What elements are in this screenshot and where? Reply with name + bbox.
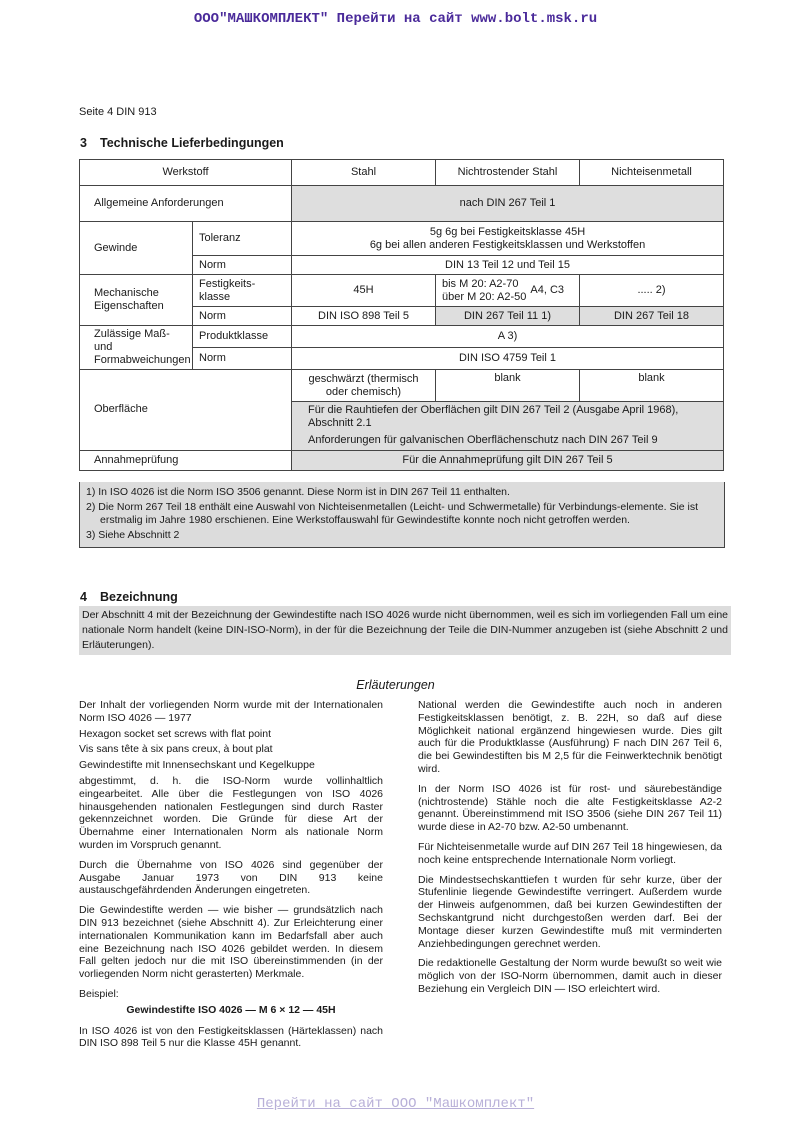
oberflaeche-galvanisch: Anforderungen für galvanischen Oberflächenschutz nach DIN 267 Teil 9 bbox=[292, 432, 724, 450]
paragraph: Beispiel: bbox=[79, 987, 119, 1000]
produktklasse-value: A 3) bbox=[292, 326, 724, 348]
site-banner[interactable]: ООО"МАШКОМПЛЕКТ" Перейти на сайт www.bolt.msk.ru bbox=[193, 11, 598, 27]
oberflaeche-nichtrostend: blank bbox=[436, 370, 580, 402]
section-4-text: Der Abschnitt 4 mit der Bezeichnung der Gewindestifte nach ISO 4026 wurde nicht übernommen, weil es sich im vorliegenden Fall um eine nationale Norm handelt (keine DIN-ISO-Norm), in der für die Bezeichnung der Teile die DIN-Nummer anzugeben ist (siehe Abschnitt 2 und Erläuterungen). bbox=[79, 606, 731, 655]
row-label-mechanisch: Mechanische Eigenschaften bbox=[80, 275, 193, 326]
footnote: 1) In ISO 4026 ist die Norm ISO 3506 genannt. Diese Norm ist in DIN 267 Teil 11 enthalten. bbox=[86, 486, 510, 498]
paragraph: abgestimmt, d. h. die ISO-Norm wurde vollinhaltlich eingearbeitet. Alle über die Festlegungen von ISO 4026 hinausgehenden nationalen Festlegungen sind durch Raster gekennzeichnet worden. Die Gründe für diese Art der Übernahme einer Internationalen Norm als nationale Norm wurden im Vorspruch genannt. bbox=[79, 774, 383, 851]
section-number: 3 bbox=[80, 136, 87, 150]
oberflaeche-rauhtiefen: Für die Rauhtiefen der Oberflächen gilt DIN 267 Teil 2 (Ausgabe April 1968), Abschnitt 2.1 bbox=[292, 402, 724, 433]
footer-site-link[interactable]: Перейти на сайт ООО "Машкомплект" bbox=[256, 1096, 535, 1112]
page-reference: Seite 4 DIN 913 bbox=[79, 106, 157, 118]
allgemein-value: nach DIN 267 Teil 1 bbox=[292, 186, 724, 222]
header-werkstoff: Werkstoff bbox=[80, 160, 292, 186]
row-label-allgemein: Allgemeine Anforderungen bbox=[80, 186, 292, 222]
footnote: 2) Die Norm 267 Teil 18 enthält eine Auswahl von Nichteisenmetallen (Leicht- und Schwermetalle) für Verbindungs-elemente. Sie ist erstmalig im Jahre 1980 erschienen. Eine Werkstoffauswahl für Gewindestifte konnte noch nicht getroffen werden. bbox=[86, 500, 699, 526]
mechanisch-norm-label: Norm bbox=[193, 307, 292, 326]
paragraph: Die redaktionelle Gestaltung der Norm wurde bewußt so weit wie möglich von der ISO-Norm übernommen, damit auch in dieser Beziehung ein Vergleich DIN — ISO erleichtert wird. bbox=[418, 957, 722, 995]
section-number: 4 bbox=[80, 590, 87, 604]
zulaessig-norm-label: Norm bbox=[193, 348, 292, 370]
delivery-conditions-table bbox=[79, 159, 724, 471]
oberflaeche-nichteisen: blank bbox=[580, 370, 724, 402]
festigkeitsklasse-stahl: 45H bbox=[292, 275, 436, 307]
produktklasse-label: Produktklasse bbox=[193, 326, 292, 348]
mechanisch-norm-nichteisen: DIN 267 Teil 18 bbox=[580, 307, 724, 326]
section-4-heading bbox=[80, 590, 178, 604]
paragraph: Durch die Übernahme von ISO 4026 sind gegenüber der Ausgabe Januar 1973 von DIN 913 keine austauschgefährdenden Änderungen eingetreten. bbox=[79, 858, 383, 897]
erlaeuterungen-right-column bbox=[418, 699, 722, 1003]
designation-example: Gewindestifte ISO 4026 — M 6 × 12 — 45H bbox=[126, 1003, 336, 1016]
header-nichtrostend: Nichtrostender Stahl bbox=[436, 160, 580, 186]
festigkeitsklasse-nichtrostend: bis M 20: A2-70 über M 20: A2-50 A4, C3 bbox=[436, 275, 580, 307]
gewinde-toleranz-value: 5g 6g bei Festigkeitsklasse 45H 6g bei allen anderen Festigkeitsklassen und Werkstoffen bbox=[292, 222, 724, 256]
paragraph: National werden die Gewindestifte auch noch in anderen Festigkeitsklassen benötigt, z. B. 22H, so daß auf diese Möglichkeit national ergänzend hingewiesen wurde. Dies gilt auch für die Produktklasse (Ausführung) F nach DIN 267 Teil 6, die bei Gewindestiften bis M 2,5 für die Feinwerktechnik benötigt wird. bbox=[418, 699, 722, 775]
gewinde-toleranz-label: Toleranz bbox=[193, 222, 292, 256]
erlaeuterungen-left-column bbox=[79, 699, 383, 1057]
paragraph: Vis sans tête à six pans creux, à bout plat bbox=[79, 743, 273, 756]
paragraph: Der Inhalt der vorliegenden Norm wurde mit der Internationalen Norm ISO 4026 — 1977 bbox=[79, 699, 383, 724]
gewinde-norm-label: Norm bbox=[193, 256, 292, 275]
section-title: Technische Lieferbedingungen bbox=[100, 136, 284, 150]
mechanisch-norm-stahl: DIN ISO 898 Teil 5 bbox=[292, 307, 436, 326]
erlaeuterungen-title: Erläuterungen bbox=[356, 678, 435, 692]
paragraph: Die Mindestsechskanttiefen t wurden für sehr kurze, über der Stufenlinie liegende Gewindestifte verringert. Außerdem wurde der Hinweis aufgenommen, daß bei kurzen Gewindestiften der Sechskantgrund nicht durchgestoßen werden darf. Bei der Montage dieser kurzen Gewindestifte muß mit verminderten Anziehbedingungen gerechnet werden. bbox=[418, 873, 722, 950]
festigkeitsklasse-label: Festigkeits-klasse bbox=[193, 275, 292, 307]
section-3-heading bbox=[80, 136, 284, 150]
annahme-value: Für die Annahmeprüfung gilt DIN 267 Teil 5 bbox=[292, 450, 724, 470]
festigkeitsklasse-nichteisen: ..... 2) bbox=[580, 275, 724, 307]
paragraph: Die Gewindestifte werden — wie bisher — grundsätzlich nach DIN 913 bezeichnet (siehe Abschnitt 4). Zur Erleichterung einer internationalen Kommunikation kann im Bedarfsfall aber auch eine Bezeichnung nach ISO 4026 gebildet werden. In diesem Fall gelten jedoch nur die mit ISO übereinstimmenden (in der vorliegenden Norm nicht gerasterten) Merkmale. bbox=[79, 904, 383, 981]
paragraph: In der Norm ISO 4026 ist für rost- und säurebeständige (nichtrostende) Stähle noch die alte Festigkeitsklasse A2-2 genannt. Übereinstimmend mit ISO 3506 (siehe DIN 267 Teil 11) wurde diese in A2-70 bzw. A2-50 umbenannt. bbox=[418, 782, 722, 834]
paragraph: In ISO 4026 ist von den Festigkeitsklassen (Härteklassen) nach DIN ISO 898 Teil 5 nur die Klasse 45H genannt. bbox=[79, 1024, 383, 1050]
paragraph: Hexagon socket set screws with flat point bbox=[79, 727, 272, 740]
table-footnotes bbox=[79, 482, 725, 548]
zulaessig-norm-value: DIN ISO 4759 Teil 1 bbox=[292, 348, 724, 370]
header-nichteisen: Nichteisenmetall bbox=[580, 160, 724, 186]
gewinde-norm-value: DIN 13 Teil 12 und Teil 15 bbox=[292, 256, 724, 275]
row-label-oberflaeche: Oberfläche bbox=[80, 370, 292, 451]
row-label-zulaessig: Zulässige Maß- und Formabweichungen bbox=[80, 326, 193, 370]
row-label-annahme: Annahmeprüfung bbox=[80, 450, 292, 470]
paragraph: Für Nichteisenmetalle wurde auf DIN 267 Teil 18 hingewiesen, da noch keine entsprechende Internationale Norm vorliegt. bbox=[418, 840, 722, 866]
mechanisch-norm-nichtrostend: DIN 267 Teil 11 1) bbox=[436, 307, 580, 326]
footnote: 3) Siehe Abschnitt 2 bbox=[86, 528, 180, 541]
header-stahl: Stahl bbox=[292, 160, 436, 186]
row-label-gewinde: Gewinde bbox=[80, 222, 193, 275]
paragraph: Gewindestifte mit Innensechskant und Kegelkuppe bbox=[79, 759, 315, 772]
section-title: Bezeichnung bbox=[100, 590, 178, 604]
oberflaeche-stahl: geschwärzt (thermisch oder chemisch) bbox=[292, 370, 436, 402]
